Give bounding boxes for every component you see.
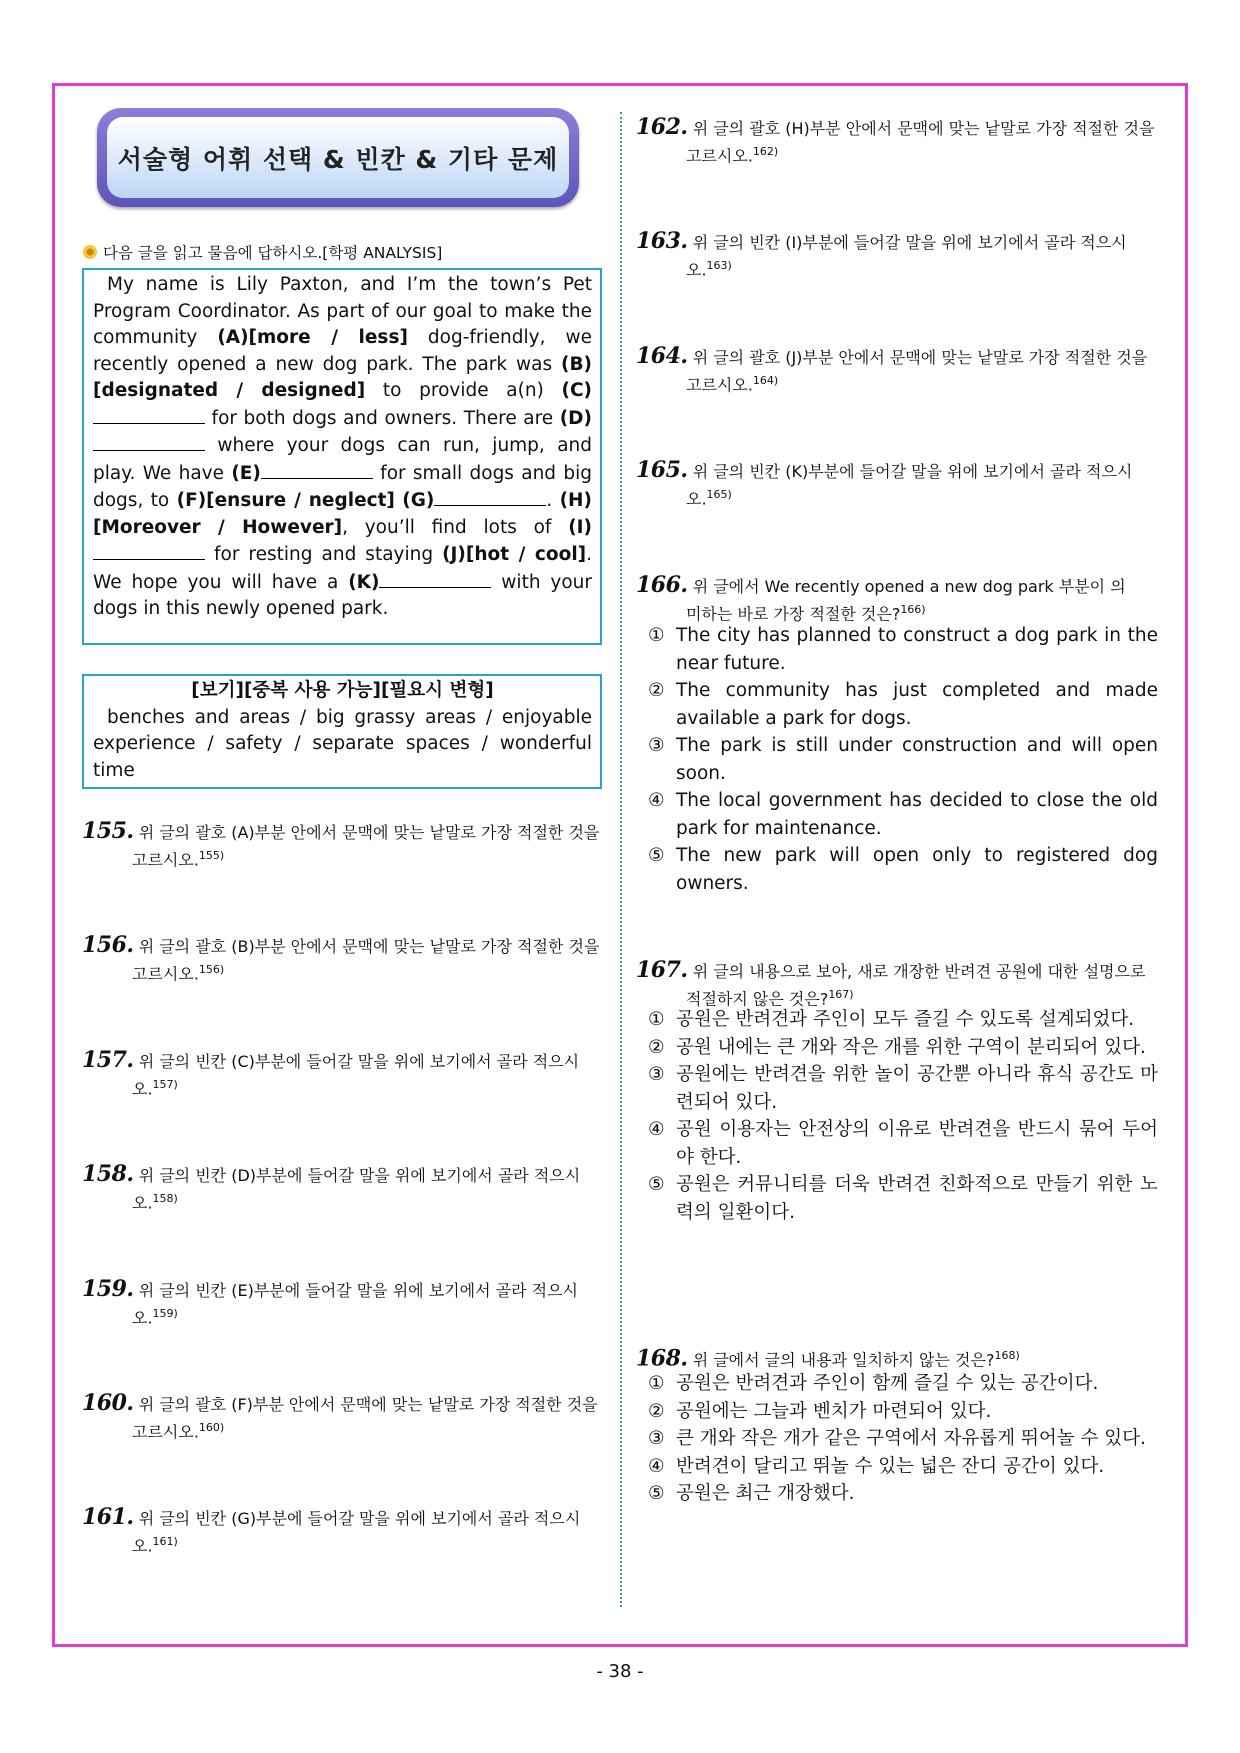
option-text: 공원에는 그늘과 벤치가 마련되어 있다. — [676, 1400, 992, 1422]
blank-k — [379, 569, 491, 588]
option-marker: ③ — [648, 1428, 665, 1449]
word-bank-header: [보기][중복 사용 가능][필요시 변형] — [191, 680, 494, 701]
question-166 — [636, 574, 1160, 625]
option-text: The local government has decided to close the old park for maintenance. — [676, 790, 1158, 839]
question-157 — [82, 1049, 602, 1100]
option-text: The city has planned to construct a dog park in the near future. — [676, 625, 1158, 674]
option-marker: ③ — [648, 1064, 665, 1085]
blank-d-label: (D) — [559, 407, 592, 429]
option-2[interactable] — [648, 1398, 1158, 1426]
question-167 — [636, 959, 1160, 1010]
choice-f: (F)[ensure / neglect] — [176, 490, 395, 511]
option-3[interactable] — [648, 732, 1158, 787]
option-marker: ④ — [648, 790, 665, 811]
passage-text: , you’ll find lots of — [342, 516, 569, 538]
question-number: 158. — [82, 1161, 134, 1187]
blank-e — [261, 460, 373, 479]
question-number: 161. — [82, 1504, 134, 1530]
question-text: 위 글의 괄호 (A)부분 안에서 문맥에 맞는 낱말로 가장 적절한 것을 — [138, 823, 600, 842]
instruction-text: 다음 글을 읽고 물음에 답하시오.[학평 ANALYSIS] — [103, 244, 443, 262]
question-text: 위 글의 괄호 (B)부분 안에서 문맥에 맞는 낱말로 가장 적절한 것을 — [138, 937, 600, 956]
option-5[interactable] — [648, 1480, 1158, 1508]
question-158 — [82, 1163, 602, 1214]
passage-text: where your dogs can run, jump, and play. We have — [93, 435, 592, 484]
option-2[interactable] — [648, 1034, 1158, 1062]
section-title-banner — [97, 108, 579, 207]
footnote-ref: 161) — [152, 1535, 178, 1548]
option-marker: ③ — [648, 735, 665, 756]
question-number: 157. — [82, 1047, 134, 1073]
question-text: 오. — [132, 1193, 153, 1213]
question-164 — [636, 345, 1160, 396]
question-text: 위 글의 내용으로 보아, 새로 개장한 반려견 공원에 대한 설명으로 — [692, 962, 1146, 981]
blank-e-label: (E) — [231, 462, 261, 484]
word-bank-words: benches and areas / big grassy areas / enjoyable experience / safety / separate spaces / wonderful time — [93, 706, 592, 781]
instruction — [83, 241, 442, 263]
blank-g-label: (G) — [402, 490, 435, 511]
question-156 — [82, 934, 602, 985]
option-text: The park is still under construction and will open soon. — [676, 735, 1158, 784]
option-text: 반려견이 달리고 뛰놀 수 있는 넓은 잔디 공간이 있다. — [676, 1455, 1105, 1477]
question-155 — [82, 820, 602, 871]
options-168 — [648, 1370, 1158, 1508]
footnote-ref: 157) — [152, 1078, 178, 1091]
question-text: 위 글의 괄호 (H)부분 안에서 문맥에 맞는 낱말로 가장 적절한 것을 — [692, 119, 1155, 138]
options-167 — [648, 1006, 1158, 1226]
option-1[interactable] — [648, 1006, 1158, 1034]
question-text: 위 글의 빈칸 (D)부분에 들어갈 말을 위에 보기에서 골라 적으시 — [138, 1166, 581, 1185]
option-text: 공원에는 반려견을 위한 놀이 공간뿐 아니라 휴식 공간도 마련되어 있다. — [676, 1064, 1158, 1113]
footnote-ref: 168) — [994, 1349, 1020, 1362]
blank-d — [93, 432, 205, 451]
question-text: 위 글의 괄호 (J)부분 안에서 문맥에 맞는 낱말로 가장 적절한 것을 — [692, 348, 1148, 367]
option-text: 큰 개와 작은 개가 같은 구역에서 자유롭게 뛰어놀 수 있다. — [676, 1428, 1146, 1449]
question-text: 고르시오. — [132, 850, 199, 870]
question-159 — [82, 1278, 602, 1329]
blank-c — [93, 405, 205, 424]
option-4[interactable] — [648, 1453, 1158, 1481]
question-number: 167. — [636, 957, 688, 983]
flower-icon — [83, 245, 97, 259]
question-text: 고르시오. — [686, 375, 753, 395]
footnote-ref: 167) — [828, 988, 854, 1001]
blank-c-label: (C) — [561, 380, 592, 401]
footnote-ref: 162) — [752, 145, 779, 158]
passage-text: for resting and staying — [205, 544, 443, 565]
blank-k-label: (K) — [348, 571, 380, 593]
reading-passage — [82, 268, 602, 645]
option-marker: ① — [648, 625, 665, 646]
option-marker: ① — [648, 1373, 665, 1394]
choice-b: (B)[designated / designed] — [93, 353, 592, 401]
option-2[interactable] — [648, 677, 1158, 732]
option-1[interactable] — [648, 622, 1158, 677]
question-number: 166. — [636, 572, 688, 598]
option-text: The community has just completed and made available a park for dogs. — [676, 680, 1158, 729]
question-163 — [636, 230, 1160, 281]
blank-i-label: (I) — [568, 516, 592, 538]
question-number: 156. — [82, 932, 134, 958]
option-1[interactable] — [648, 1370, 1158, 1398]
option-marker: ⑤ — [648, 1483, 665, 1504]
question-text: 오. — [686, 489, 707, 509]
choice-a: (A)[more / less] — [217, 327, 408, 348]
question-text: 위 글의 빈칸 (G)부분에 들어갈 말을 위에 보기에서 골라 적으시 — [138, 1509, 581, 1528]
question-text: 고르시오. — [132, 1422, 199, 1442]
question-160 — [82, 1392, 602, 1443]
option-3[interactable] — [648, 1425, 1158, 1453]
question-165 — [636, 459, 1160, 510]
footnote-ref: 164) — [752, 374, 779, 387]
options-166 — [648, 622, 1158, 897]
option-text: 공원은 최근 개장했다. — [676, 1483, 855, 1504]
option-marker: ① — [648, 1009, 665, 1030]
question-text: 위 글의 빈칸 (K)부분에 들어갈 말을 위에 보기에서 골라 적으시 — [692, 462, 1133, 481]
question-text: 위 글의 빈칸 (E)부분에 들어갈 말을 위에 보기에서 골라 적으시 — [138, 1281, 578, 1300]
question-number: 159. — [82, 1276, 134, 1302]
option-marker: ② — [648, 1400, 665, 1422]
question-number: 163. — [636, 228, 688, 254]
question-162 — [636, 116, 1160, 167]
question-number: 155. — [82, 818, 134, 844]
footnote-ref: 155) — [198, 849, 225, 862]
question-text: 위 글의 빈칸 (I)부분에 들어갈 말을 위에 보기에서 골라 적으시 — [692, 233, 1127, 252]
option-text: 공원은 반려견과 주인이 모두 즐길 수 있도록 설계되었다. — [676, 1009, 1135, 1030]
question-text: 오. — [132, 1079, 153, 1099]
passage-text: . We hope you will have a — [93, 544, 593, 593]
question-text: 오. — [132, 1536, 153, 1556]
option-text: 공원은 반려견과 주인이 함께 즐길 수 있는 공간이다. — [676, 1373, 1099, 1394]
section-title: 서술형 어휘 선택 & 빈칸 & 기타 문제 — [107, 117, 569, 198]
option-3[interactable] — [648, 1061, 1158, 1116]
option-text: The new park will open only to registered dog owners. — [676, 845, 1158, 894]
footnote-ref: 156) — [198, 963, 225, 976]
column-divider — [620, 112, 622, 1607]
page-number: - 38 - — [596, 1661, 644, 1682]
option-marker: ④ — [648, 1119, 665, 1140]
passage-text: to provide a(n) — [365, 380, 562, 401]
footnote-ref: 158) — [152, 1192, 178, 1205]
question-text: 위 글의 괄호 (F)부분 안에서 문맥에 맞는 낱말로 가장 적절한 것을 — [138, 1395, 598, 1414]
question-text: 위 글에서 We recently opened a new dog park 부분이 의 — [692, 577, 1126, 596]
passage-text: My name is Lily Paxton, and I’m the town’s Pet Program Coordinator. As part of our goal to make the community — [93, 274, 592, 348]
question-number: 165. — [636, 457, 688, 483]
question-number: 160. — [82, 1390, 134, 1416]
option-marker: ② — [648, 680, 665, 701]
question-161 — [82, 1506, 602, 1557]
passage-text: for small dogs and big dogs, to — [93, 462, 592, 511]
passage-text: for both dogs and owners. There are — [205, 407, 560, 429]
option-4[interactable] — [648, 1116, 1158, 1171]
question-text: 고르시오. — [686, 146, 753, 166]
option-5[interactable] — [648, 1171, 1158, 1226]
option-text: 공원 이용자는 안전상의 이유로 반려견을 반드시 묶어 두어야 한다. — [676, 1119, 1158, 1168]
word-bank — [82, 674, 602, 789]
question-168 — [636, 1344, 1160, 1371]
question-text: 적절하지 않은 것은? — [686, 989, 829, 1009]
option-marker: ④ — [648, 1455, 665, 1477]
question-text: 위 글에서 글의 내용과 일치하지 않는 것은? — [692, 1350, 995, 1370]
option-marker: ② — [648, 1036, 665, 1058]
choice-j: (J)[hot / cool] — [442, 544, 587, 565]
blank-g — [434, 487, 546, 506]
option-text: 공원 내에는 큰 개와 작은 개를 위한 구역이 분리되어 있다. — [676, 1036, 1146, 1058]
choice-h: (H)[Moreover / However] — [93, 490, 592, 538]
question-text: 고르시오. — [132, 964, 199, 984]
question-text: 위 글의 빈칸 (C)부분에 들어갈 말을 위에 보기에서 골라 적으시 — [138, 1052, 580, 1071]
footnote-ref: 163) — [706, 259, 732, 272]
question-number: 164. — [636, 343, 688, 369]
footnote-ref: 159) — [152, 1307, 178, 1320]
option-marker: ⑤ — [648, 1174, 665, 1195]
question-text: 미하는 바로 가장 적절한 것은? — [686, 604, 901, 624]
footnote-ref: 166) — [900, 603, 926, 616]
footnote-ref: 160) — [198, 1421, 225, 1434]
option-text: 공원은 커뮤니티를 더욱 반려견 친화적으로 만들기 위한 노력의 일환이다. — [676, 1174, 1158, 1223]
question-text: 오. — [132, 1308, 153, 1328]
footnote-ref: 165) — [706, 488, 732, 501]
passage-text: dog-friendly, we recently opened a new dog park. The park was — [93, 327, 592, 375]
passage-text: . — [546, 490, 560, 511]
option-5[interactable] — [648, 842, 1158, 897]
passage-text: with your dogs in this newly opened park. — [93, 571, 592, 619]
option-4[interactable] — [648, 787, 1158, 842]
option-marker: ⑤ — [648, 845, 665, 866]
question-text: 오. — [686, 260, 707, 280]
question-number: 168. — [636, 1345, 688, 1372]
question-number: 162. — [636, 114, 688, 140]
blank-i — [93, 541, 205, 560]
